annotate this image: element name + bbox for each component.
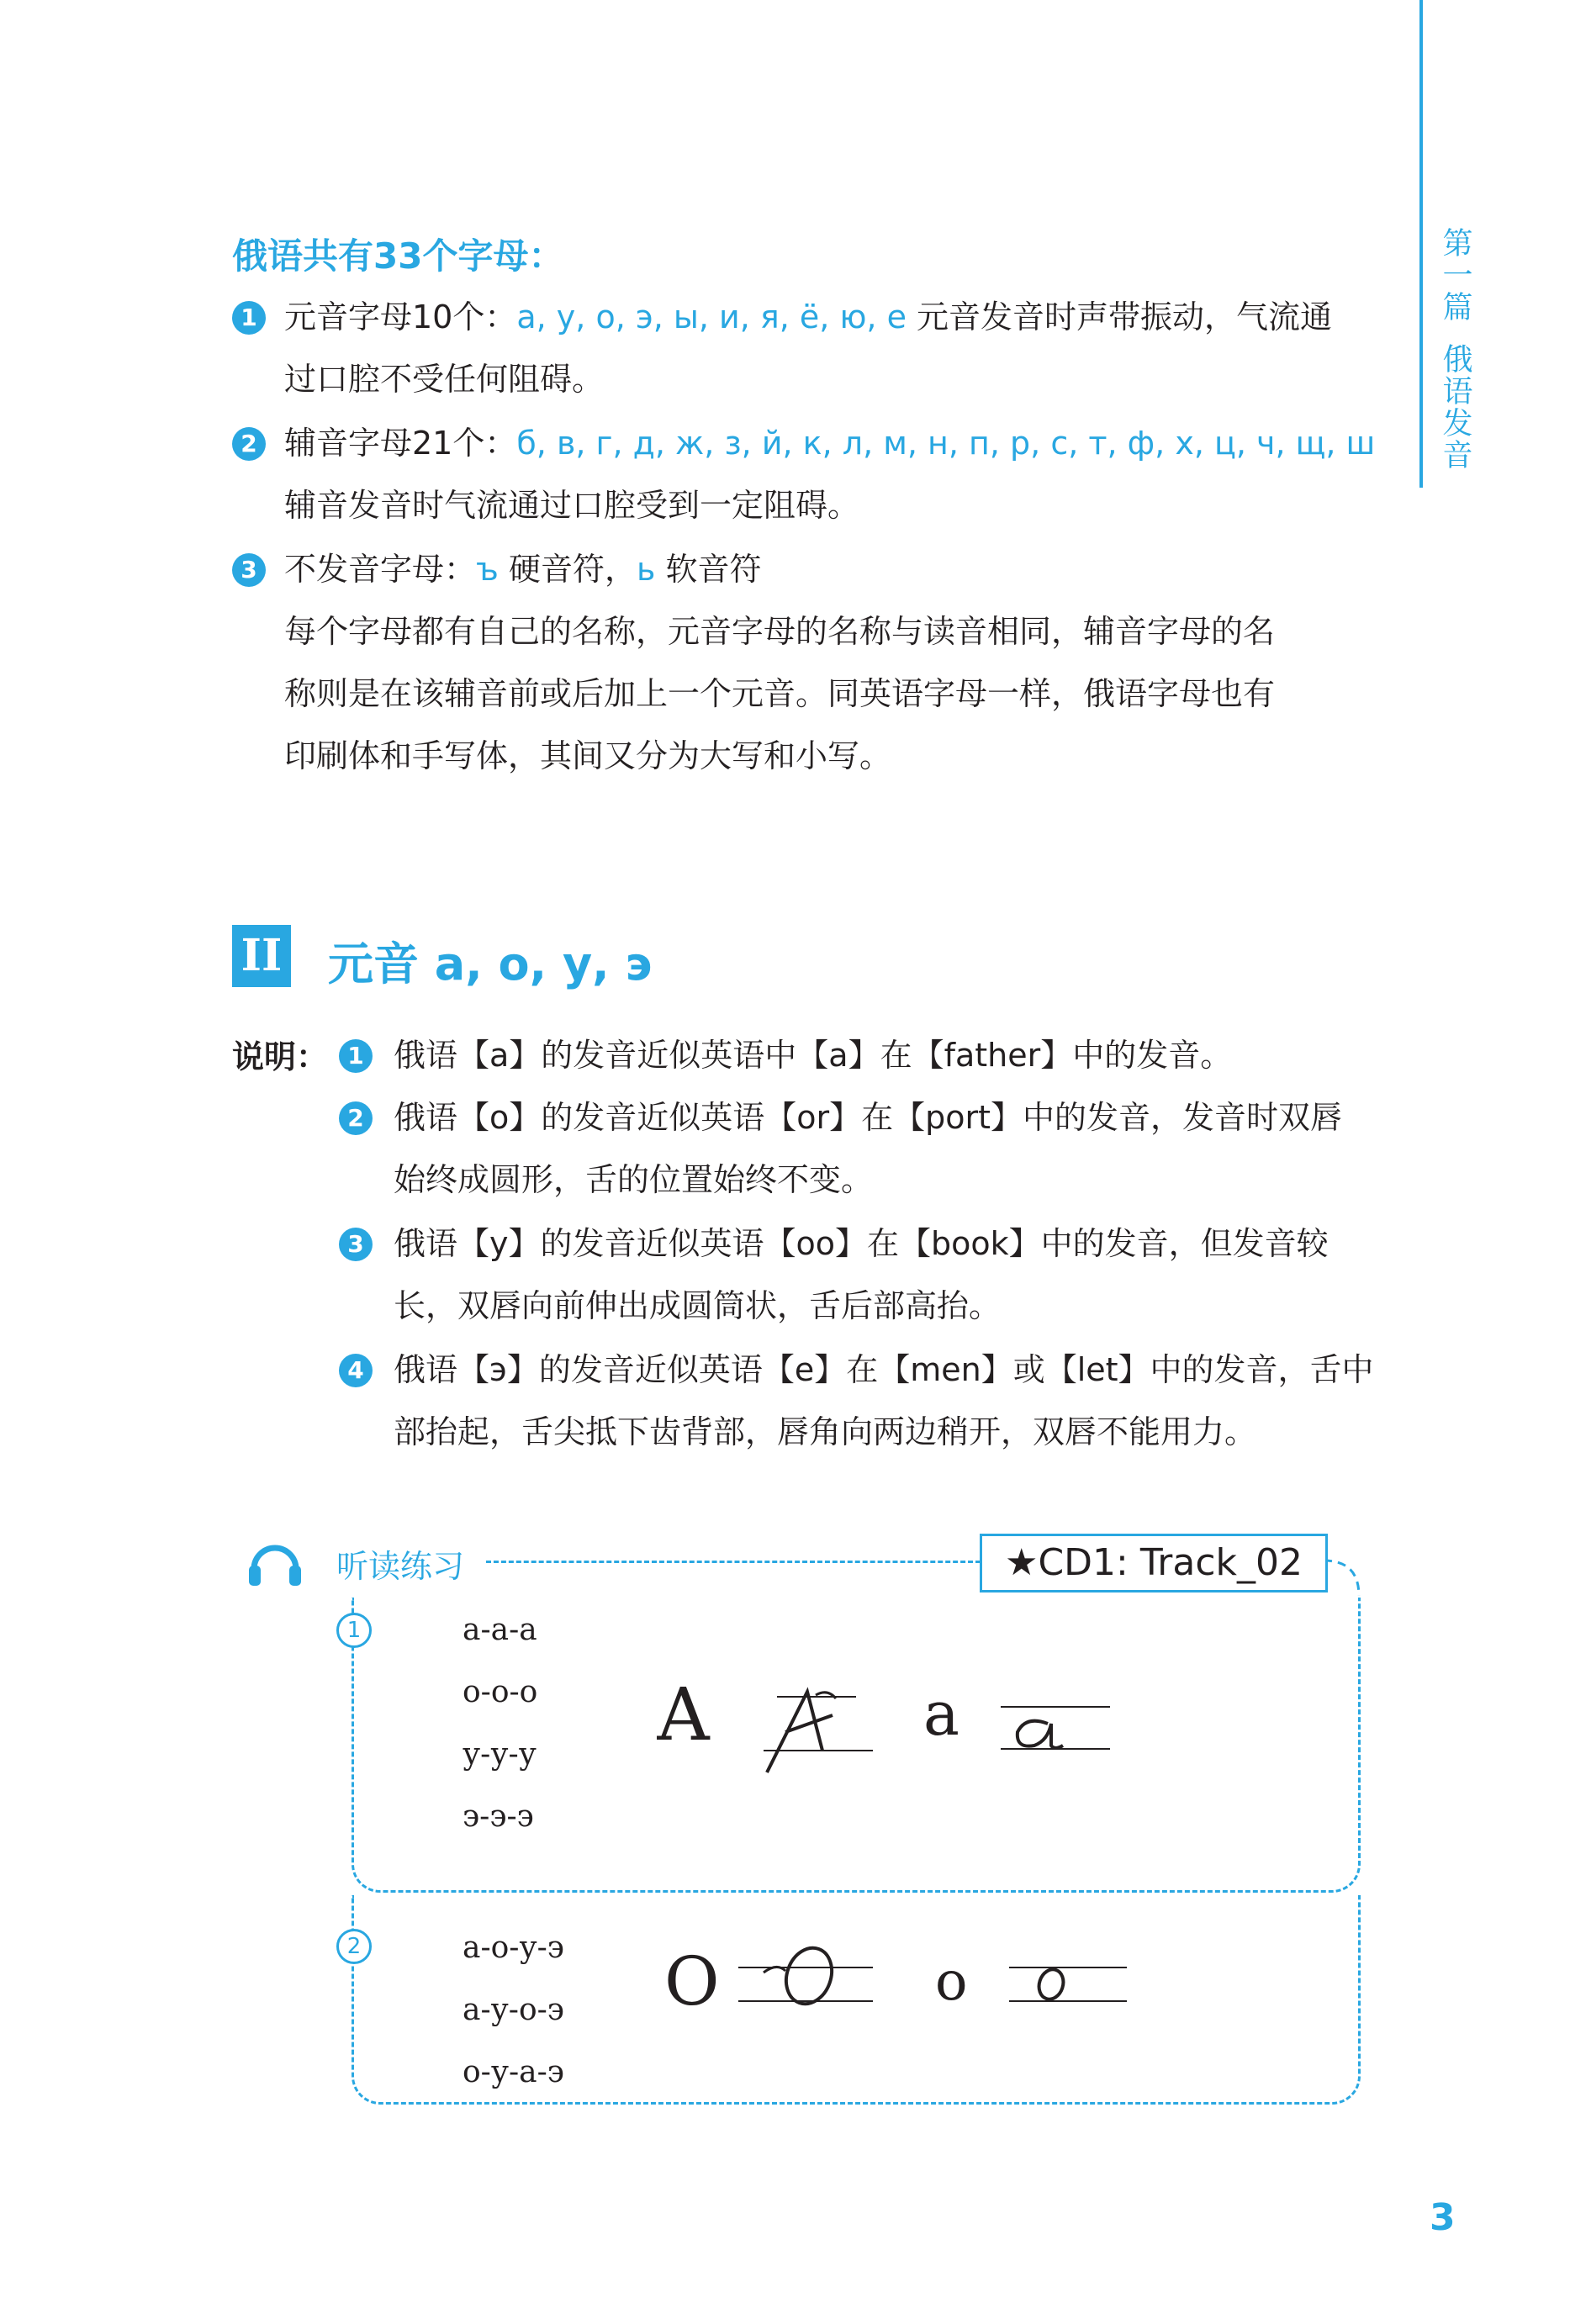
note-2 xyxy=(394,1086,1386,1211)
note-line: 俄语【э】的发音近似英语【e】在【men】或【let】中的发音，舌中 xyxy=(394,1351,1374,1388)
handwritten-upper-a xyxy=(755,1673,881,1783)
audio-track-badge: ★CD1: Track_02 xyxy=(980,1534,1328,1592)
note-line: 始终成圆形，舌的位置始终不变。 xyxy=(394,1161,874,1198)
intro-paragraph xyxy=(284,600,1377,787)
note-4 xyxy=(394,1339,1386,1463)
para-line: 每个字母都有自己的名称，元音字母的名称与读音相同，辅音字母的名 xyxy=(284,613,1276,650)
handwritten-lower-a xyxy=(992,1690,1118,1766)
intro-item-2 xyxy=(284,412,1377,536)
drill-item: у-у-у xyxy=(463,1737,537,1772)
note-3 xyxy=(394,1212,1386,1337)
vowel-letters: а, у, о, э, ы, и, я, ё, ю, е xyxy=(516,298,907,335)
drill-item: а-а-а xyxy=(463,1613,537,1647)
group-number-1: 1 xyxy=(336,1613,372,1648)
chapter-tab xyxy=(1430,227,1480,471)
note-number-2: 2 xyxy=(339,1101,373,1135)
drill-item: э-э-э xyxy=(463,1799,534,1834)
item-text: 软音符 xyxy=(655,551,762,588)
handwritten-upper-o xyxy=(730,1934,881,2026)
chapter-title: 俄语发音 xyxy=(1438,343,1472,471)
note-line: 俄语【а】的发音近似英语中【a】在【father】中的发音。 xyxy=(394,1037,1233,1074)
intro-item-1 xyxy=(284,286,1377,410)
note-number-4: 4 xyxy=(339,1354,373,1387)
para-line: 印刷体和手写体，其间又分为大写和小写。 xyxy=(284,737,892,774)
notes-label: 说明： xyxy=(232,1038,329,1075)
item-text-cont: 过口腔不受任何阻碍。 xyxy=(284,361,605,398)
intro-item-3 xyxy=(284,538,1377,600)
note-line: 长，双唇向前伸出成圆筒状，舌后部高抬。 xyxy=(394,1287,1002,1324)
consonant-letters: б, в, г, д, ж, з, й, к, л, м, н, п, р, с, т, ф, х, ц, ч, щ, ш xyxy=(516,425,1376,462)
item-label: 元音字母10个： xyxy=(284,298,517,335)
intro-heading: 俄语共有33个字母： xyxy=(232,235,564,277)
chapter-part: 第一篇 xyxy=(1438,227,1472,323)
item-text-cont: 辅音发音时气流通过口腔受到一定阻碍。 xyxy=(284,487,860,524)
note-number-1: 1 xyxy=(339,1039,373,1073)
soft-sign: ь xyxy=(636,551,656,588)
drill-list-2 xyxy=(463,1917,564,2104)
print-lower-a: а xyxy=(923,1678,959,1749)
section-number-box: II xyxy=(232,925,291,987)
print-lower-o: о xyxy=(935,1951,968,2013)
page-number: 3 xyxy=(1430,2196,1456,2239)
item-number-3: 3 xyxy=(232,553,266,587)
handwritten-lower-o xyxy=(1001,1951,1135,2018)
item-number-2: 2 xyxy=(232,427,266,461)
drill-item: а-о-у-э xyxy=(463,1931,564,1965)
item-text: 硬音符， xyxy=(498,551,637,588)
dashed-divider xyxy=(486,1561,981,1563)
note-line: 俄语【о】的发音近似英语【or】在【port】中的发音，发音时双唇 xyxy=(394,1099,1343,1136)
note-number-3: 3 xyxy=(339,1228,373,1261)
drill-item: а-у-о-э xyxy=(463,1993,564,2027)
group-number-2: 2 xyxy=(336,1929,372,1964)
para-line: 称则是在该辅音前或后加上一个元音。同英语字母一样，俄语字母也有 xyxy=(284,675,1276,712)
item-number-1: 1 xyxy=(232,301,266,335)
item-label: 不发音字母： xyxy=(284,551,477,588)
practice-label: 听读练习 xyxy=(336,1548,465,1585)
note-line: 部抬起，舌尖抵下齿背部，唇角向两边稍开，双唇不能用力。 xyxy=(394,1413,1257,1450)
print-upper-o: О xyxy=(664,1942,720,2020)
section-title: 元音 а, о, у, э xyxy=(328,938,653,990)
note-line: 俄语【у】的发音近似英语【oo】在【book】中的发音，但发音较 xyxy=(394,1225,1329,1262)
side-rule xyxy=(1419,0,1423,488)
drill-list-1 xyxy=(463,1599,537,1848)
headphones-icon xyxy=(246,1535,304,1589)
note-1 xyxy=(394,1024,1386,1086)
drill-item: о-о-о xyxy=(463,1675,538,1709)
dashed-corner xyxy=(1322,1557,1364,1599)
print-upper-a: А xyxy=(656,1673,711,1757)
item-text: 元音发音时声带振动，气流通 xyxy=(906,298,1333,335)
hard-sign: ъ xyxy=(476,551,499,588)
drill-item: о-у-а-э xyxy=(463,2055,564,2089)
item-label: 辅音字母21个： xyxy=(284,425,517,462)
